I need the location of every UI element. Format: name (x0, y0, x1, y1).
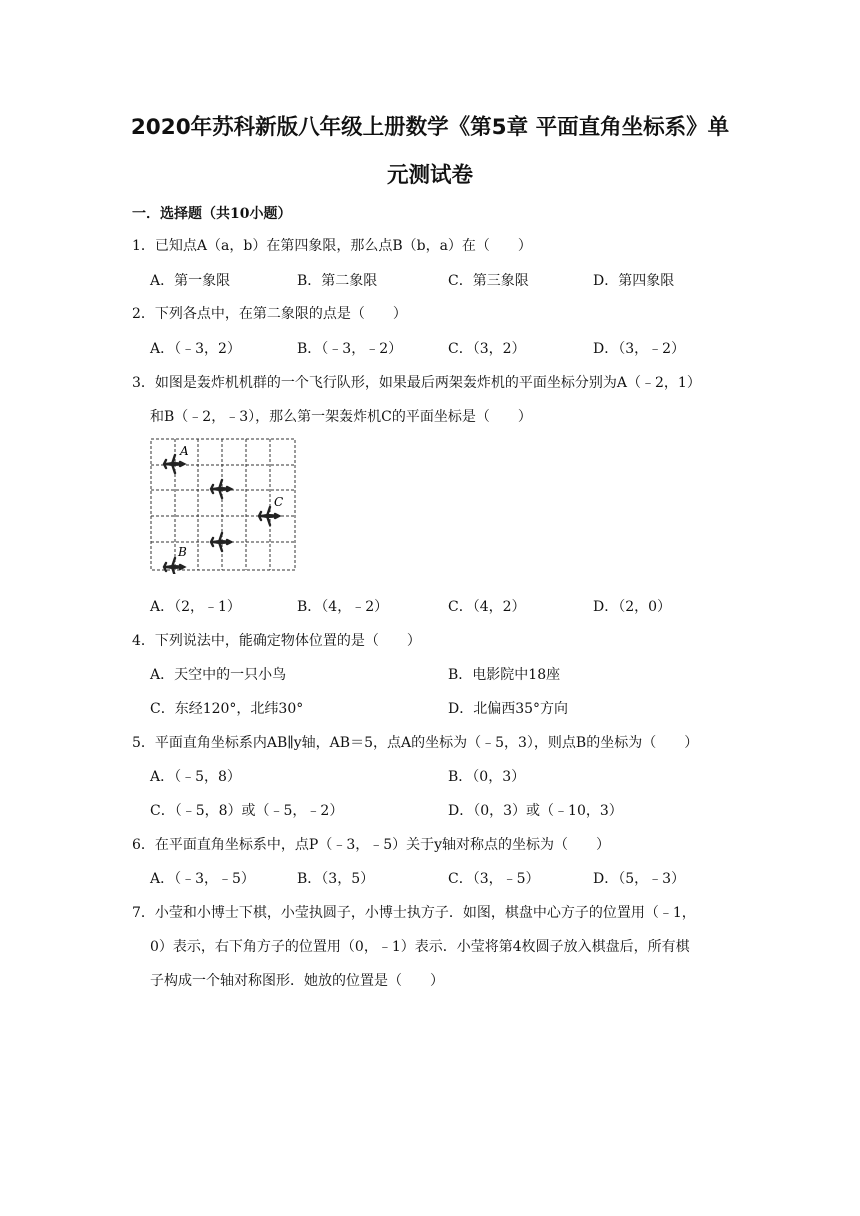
question-6-option-a: A．（﹣3，﹣5） (150, 871, 255, 887)
question-7-line-2: 0）表示，右下角方子的位置用（0，﹣1）表示．小莹将第4枚圆子放入棋盘后，所有棋 (150, 939, 690, 955)
question-6-option-c: C．（3，﹣5） (448, 871, 540, 887)
question-7-line-1: 7．小莹和小博士下棋，小莹执圆子，小博士执方子．如图，棋盘中心方子的位置用（﹣1， (132, 905, 696, 921)
question-3-option-b: B．（4，﹣2） (297, 599, 389, 615)
question-4-option-c: C．东经120°，北纬30° (150, 701, 304, 717)
question-1-option-a: A．第一象限 (150, 273, 231, 289)
question-5-stem: 5．平面直角坐标系内AB∥y轴，AB＝5，点A的坐标为（﹣5，3），则点B的坐标为（ ） (132, 735, 699, 751)
question-5-option-c: C．（﹣5，8）或（﹣5，﹣2） (150, 803, 344, 819)
question-6-stem: 6．在平面直角坐标系中，点P（﹣3，﹣5）关于y轴对称点的坐标为（ ） (132, 837, 611, 853)
question-1-stem: 1．已知点A（a，b）在第四象限，那么点B（b，a）在（ ） (132, 238, 532, 254)
question-3-stem-line-2: 和B（﹣2，﹣3），那么第一架轰炸机C的平面坐标是（ ） (150, 409, 532, 425)
document-title-line-2: 元测试卷 (386, 163, 473, 188)
section-heading: 一．选择题（共10小题） (132, 206, 292, 222)
figure-label-c: C (274, 495, 284, 509)
question-4-option-d: D．北偏西35°方向 (448, 701, 569, 717)
question-6-option-d: D．（5，﹣3） (593, 871, 686, 887)
question-3-option-c: C．（4，2） (448, 599, 526, 615)
question-5-option-a: A．（﹣5，8） (150, 769, 241, 785)
question-2-option-b: B．（﹣3，﹣2） (297, 341, 403, 357)
question-2-stem: 2．下列各点中，在第二象限的点是（ ） (132, 306, 407, 322)
question-6-option-b: B．（3，5） (297, 871, 375, 887)
question-1-option-b: B．第二象限 (297, 273, 378, 289)
figure-label-b: B (178, 545, 187, 559)
plane-icon (211, 480, 231, 498)
question-3-stem-line-1: 3．如图是轰炸机机群的一个飞行队形，如果最后两架轰炸机的平面坐标分别为A（﹣2，1） (132, 375, 701, 391)
plane-icon (211, 533, 231, 551)
document-title-line-1: 2020年苏科新版八年级上册数学《第5章 平面直角坐标系》单 (130, 115, 730, 140)
question-5-option-b: B．（0，3） (448, 769, 526, 785)
question-2-option-c: C．（3，2） (448, 341, 526, 357)
question-2-option-a: A．（﹣3，2） (150, 341, 241, 357)
question-4-option-a: A．天空中的一只小鸟 (150, 667, 287, 683)
question-2-option-d: D．（3，﹣2） (593, 341, 686, 357)
question-1-option-c: C．第三象限 (448, 273, 529, 289)
question-3-option-a: A．（2，﹣1） (150, 599, 241, 615)
question-5-option-d: D．（0，3）或（﹣10，3） (448, 803, 623, 819)
question-1-option-d: D．第四象限 (593, 273, 675, 289)
plane-b-icon (164, 558, 184, 574)
question-4-stem: 4．下列说法中，能确定物体位置的是（ ） (132, 633, 421, 649)
figure-label-a: A (180, 444, 189, 458)
question-4-option-b: B．电影院中18座 (448, 667, 561, 683)
question-3-option-d: D．（2，0） (593, 599, 672, 615)
bomber-formation-figure (150, 438, 296, 574)
question-7-line-3: 子构成一个轴对称图形．她放的位置是（ ） (150, 973, 444, 989)
plane-c-icon (259, 507, 279, 525)
